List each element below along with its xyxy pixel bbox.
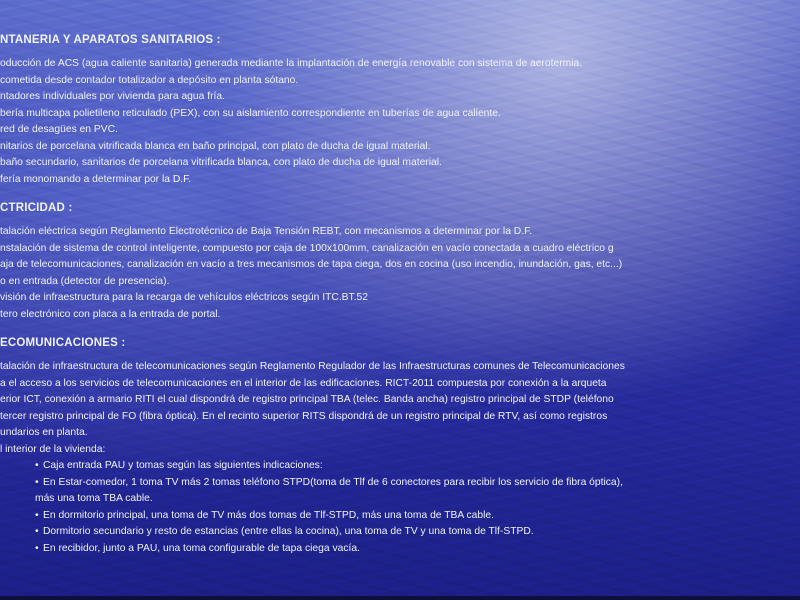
section-telecomunicaciones	[0, 337, 800, 557]
text-line: nitarios de porcelana vitrificada blanca en baño principal, con plato de ducha de igual material.	[0, 140, 431, 152]
list-item	[0, 458, 800, 475]
bullet-icon: •	[35, 542, 39, 554]
text-line: oducción de ACS (agua caliente sanitaria) generada mediante la implantación de energía renovable con sistema de aerotermia.	[0, 58, 583, 69]
list-item-text: En Estar-comedor, 1 toma TV más 2 tomas teléfono STPD(toma de Tlf de 6 conectores para recibir los servicio de fibra óptica),	[43, 476, 623, 488]
text-line: talación de infraestructura de telecomunicaciones según Reglamento Regulador de las Infraestructuras comunes de Telecomunicaciones	[0, 361, 625, 372]
section-title: ECOMUNICACIONES :	[0, 337, 126, 349]
list-item-text: Dormitorio secundario y resto de estancias (entre ellas la cocina), una toma de TV y una toma de Tlf-STPD.	[43, 526, 534, 537]
list-item	[0, 541, 800, 558]
text-line: o en entrada (detector de presencia).	[0, 275, 170, 287]
section-fontaneria	[0, 34, 800, 188]
text-line: baño secundario, sanitarios de porcelana vitrificada blanca, con plato de ducha de igual material.	[0, 157, 442, 168]
document-content	[0, 34, 800, 600]
list-item-text: En dormitorio principal, una toma de TV más dos tomas de Tlf-STPD, más una toma de TBA cable.	[43, 509, 494, 521]
text-line: tero electrónico con placa a la entrada de portal.	[0, 308, 221, 320]
text-line: aja de telecomunicaciones, canalización en vacío a tres mecanismos de tapa ciega, dos en cocina (uso incendio, inundación, gas, etc...)	[0, 259, 623, 270]
text-line: cometida desde contador totalizador a depósito en planta sótano.	[0, 74, 299, 86]
list-item-text: En recibidor, junto a PAU, una toma configurable de tapa ciega vacía.	[43, 542, 360, 554]
text-line: a el acceso a los servicios de telecomunicaciones en el interior de las edificaciones. RICT-2011 compuesta por conexión a la arqueta	[0, 377, 607, 389]
list-item-continuation: más una toma TBA cable.	[35, 493, 153, 504]
list-item	[0, 475, 800, 492]
text-line: erior ICT, conexión a armario RITI el cual dispondrá de registro principal TBA (telec. Banda ancha) registro principal de STDP (teléfono	[0, 394, 614, 405]
bullet-icon: •	[35, 509, 39, 521]
bullet-icon: •	[35, 460, 39, 471]
list-item-text: Caja entrada PAU y tomas según las siguientes indicaciones:	[43, 460, 323, 471]
text-line: tercer registro principal de FO (fibra óptica). En el recinto superior RITS dispondrá de un registro principal de RTV, así como registros	[0, 410, 608, 422]
bullet-icon: •	[35, 526, 39, 537]
text-line: talación eléctrica según Reglamento Electrotécnico de Baja Tensión REBT, con mecanismos a determinar por la D.F.	[0, 226, 533, 237]
bullet-icon: •	[35, 476, 39, 488]
section-title: NTANERIA Y APARATOS SANITARIOS :	[0, 34, 221, 46]
section-electricidad	[0, 202, 800, 323]
list-item	[0, 508, 800, 525]
text-line: bería multicapa polietileno reticulado (PEX), con su aislamiento correspondiente en tuberías de agua caliente.	[0, 107, 501, 119]
text-line: nstalación de sistema de control inteligente, compuesto por caja de 100x100mm, canalización en vacío conectada a cuadro eléctrico g	[0, 242, 614, 254]
text-line: ntadores individuales por vivienda para agua fría.	[0, 91, 225, 102]
list-item	[0, 524, 800, 541]
text-line: visión de infraestructura para la recarga de vehículos eléctricos según ITC.BT.52	[0, 292, 369, 303]
text-line: undarios en planta.	[0, 427, 88, 438]
text-line: red de desagües en PVC.	[0, 124, 118, 135]
section-title: CTRICIDAD :	[0, 202, 73, 214]
text-line: fería monomando a determinar por la D.F.	[0, 173, 192, 185]
text-line: l interior de la vivienda:	[0, 443, 106, 455]
